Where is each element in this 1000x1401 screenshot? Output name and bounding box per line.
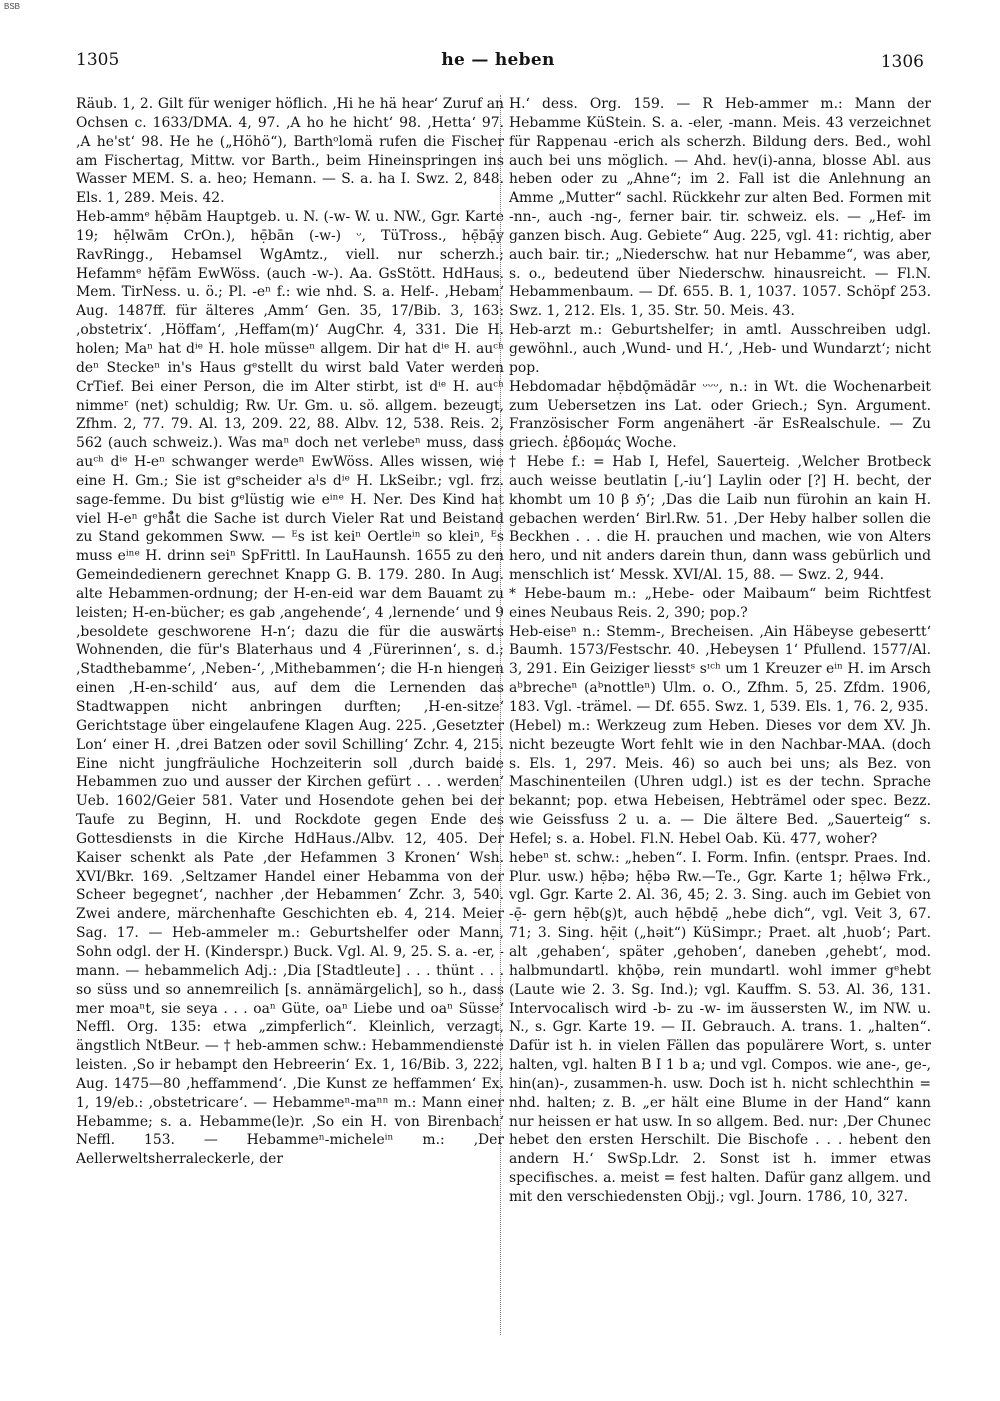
- page-number-left: 1305: [76, 50, 120, 70]
- entry-hebebaum: * Hebe-baum m.: „Hebe- oder Maibaum“ beim Richtfest eines Neubaus Reis. 2, 390; pop.?: [509, 585, 931, 621]
- entry-hebarzt: Heb-arzt m.: Geburtshelfer; in amtl. Ausschreiben udgl. gewöhnl., auch ‚Wund- und H.‘, ‚Heb- und Wundarzt‘; nicht pop.: [509, 322, 931, 376]
- entry-hebammer: H.‘ dess. Org. 159. — R Heb-ammer m.: Mann der Hebamme KüStein. S. a. -eler, -mann. Meis. 43 verzeichnet für Rappenau -erich als scherzh. Bildung ders. Bed., wohl auch bei uns möglich. — Ahd. hev(i)-anna, blosse Abl. aus heben oder zu „Ahne“; im 2. Fall ist die Anlehnung an Amme „Mutter“ sachl. Rückkehr zur alten Bed. Formen mit -nn-, auch -ng-, ferner bair. tir. schweiz. els. — „Hef- im ganzen bisch. Aug. Gebiete“ Aug. 225, vgl. 41: richtig, aber auch bair. tir.; „Niederschw. hat nur Hebamme“, was aber, s. o., bedeutend über Niederschw. hinausreicht. — Fl.N. Hebammenbaum. — Df. 655. B. 1, 1037. 1057. Schöpf 253. Swz. 1, 212. Els. 1, 35. Str. 50. Meis. 43.: [509, 96, 931, 320]
- entry-hebeisen: Heb-eiseⁿ n.: Stemm-, Brecheisen. ‚Ain Häbeyse gebesertt‘ Baumh. 1573/Festschr. 40. ‚Hebeysen 1‘ Pfullend. 1577/Al. 3, 291. Ein Geiziger liesstˢ sᶦᶜʰ um 1 Kreuzer eⁱⁿ H. im Arsch aᵇbrecheⁿ (aᵇnottleⁿ) Ulm. o. O., Zfhm. 5, 25. Zfdm. 1906, 183. Vgl. -trämel. — Df. 655. Swz. 1, 539. Els. 1, 76. 2, 935.: [509, 623, 931, 715]
- right-column: [509, 95, 931, 1335]
- entry-hebdomadar: Hebdomadar hẹ̄bdǭmädār ᵕᵕᵕ, n.: in Wt. die Wochenarbeit zum Uebersetzen ins Lat. oder Griech.; Syn. Argument. Französischer Form angenähert -är EsRealschule. — Zu griech. ἑβδομάς Woche.: [509, 378, 931, 452]
- entry-text: Räub. 1, 2. Gilt für weniger höflich. ‚Hi he hä hear‘ Zuruf an Ochsen c. 1633/DMA. 4, 97. ‚A ho he hicht‘ 98. ‚Hetta‘ 97. ‚A he'st‘ 98. He he („Höhö“), Barthᵒlomä rufen die Fischer am Fischertag, Mittw. vor Barth., beim Hineinspringen ins Wasser MEM. S. a. heo; Hemann. — S. a. ha I. Swz. 2, 848. Els. 1, 289. Meis. 42.: [76, 96, 504, 207]
- library-stamp: BSB: [4, 2, 21, 11]
- left-column: [76, 95, 504, 1335]
- page-header: [68, 50, 928, 76]
- entry-hebel: (Hebel) m.: Werkzeug zum Heben. Dieses vor dem XV. Jh. nicht bezeugte Wort fehlt wie in den Nachbar-MAA. (doch s. Els. 1, 297. Meis. 46) so auch bei uns; als Bez. von Maschinenteilen (Uhren udgl.) ist es der techn. Sprache bekannt; pop. etwa Hebeisen, Hebträmel oder spec. Bezz. wie Geissfuss 2 u. a. — Die ältere Bed. „Sauerteig“ s. Hefel; s. a. Hobel. Fl.N. Hebel Oab. Kü. 477, woher?: [509, 717, 931, 847]
- entry-heben: hebeⁿ st. schw.: „heben“. I. Form. Infin. (entspr. Praes. Ind. Plur. usw.) hẹ̄bə; hẹ̄bə Rw.—Te., Ggr. Karte 1; hẹ̄lwə Frk., vgl. Ggr. Karte 2. Al. 36, 45; 2. 3. Sing. auch im Gebiet von -ẹ̄- gern hẹ̄b(ʂ)t, auch hẹ̄bdẹ̄ „hebe dich“, vgl. Veit 3, 67. 71; 3. Sing. hẹ̄it („həit“) KüSimpr.; Praet. alt ‚huob‘; Part. alt ‚gehaben‘, später ‚gehoben‘, daneben ‚gehebt‘, mod. halbmundartl. khǭbə, rein mundartl. wohl immer gᵉhebt (Laute wie 2. 3. Sg. Ind.); vgl. Kauffm. S. 53. Al. 36, 131. Intervocalisch wird -b- zu -w- im äussersten W., im NW. u. N., s. Ggr. Karte 19. — II. Gebrauch. A. trans. 1. „halten“. Dafür ist h. in vielen Fällen das populärere Wort, s. unter halten, vgl. halten B I 1 b a; und vgl. Compos. wie ane-, ge-, hin(an)-, zusammen-h. usw. Doch ist h. nicht schlechthin = nhd. halten; z. B. „er hält eine Blume in der Hand“ kann nur heissen er hat usw. In so allgem. Bed. nur: ‚Der Chunec hebet den ersten Herschilt. Die Bischofe . . . hebent den andern H.‘ SwSp.Ldr. 2. Sonst ist h. immer etwas specifisches. a. meist = fest halten. Dafür ganz allgem. und mit den verschiedensten Objj.; vgl. Journ. 1786, 10, 327.: [509, 849, 931, 1205]
- running-title: he — heben: [441, 50, 555, 70]
- page-number-right: 1306: [880, 52, 924, 72]
- entry-hebamme: Heb-ammᵉ hẹ̄bām Hauptgeb. u. N. (-w- W. u. NW., Ggr. Karte 19; hẹ̄lwām CrOn.), hẹ̄bān (-w-) ᵕ, TüTross., hẹ̄bạ̄y RavRingg., Hebamsel WgAmtz., viell. nur scherzh.; Hefammᵉ hẹ̄fām EwWöss. (auch -w-). Aa. GsStött. HdHaus. Mem. TirNess. u. ö.; Pl. -eⁿ f.: wie nhd. S. a. Helf-. ‚Hebam‘ Aug. 1487ff. für älteres ‚Amm‘ Gen. 35, 17/Bib. 3, 163: ‚obstetrix‘. ‚Höffam‘, ‚Heffam(m)‘ AugChr. 4, 331. Die H. holen; Maⁿ hat dⁱᵉ H. hole müsseⁿ allgem. Dir hat dⁱᵉ H. auᶜʰ deⁿ Steckeⁿ in's Haus gᵉstellt du wirst bald Vater werden CrTief. Bei einer Person, die im Alter stirbt, ist dⁱᵉ H. auᶜʰ nimmeʳ (net) schuldig; Rw. Ur. Gm. u. sö. allgem. bezeugt, Zfhm. 2, 77. 79. Al. 13, 209. 22, 88. Albv. 12, 538. Reis. 2, 562 (auch schweiz.). Was maⁿ doch net verlebeⁿ muss, dass auᶜʰ dⁱᵉ H-eⁿ schwanger werdeⁿ EwWöss. Alles wissen, wie eine H. Gm.; Sie ist gᵉscheider aˡs dⁱᵉ H. LkSeibr.; vgl. frz. sage-femme. Du bist gᵉlüstig wie eⁱⁿᵉ H. Ner. Des Kind hat viel H-eⁿ gᵉhä̊t die Sache ist durch Vieler Rat und Beistand zu Stand gekommen Sww. — ᴱs ist keiⁿ Oertleⁱⁿ so kleiⁿ, ᴱs muss eⁱⁿᵉ H. drinn seiⁿ SpFrittl. In LauHaunsh. 1655 zu den Gemeindedienern gerechnet Knapp G. B. 179. 280. In Aug. alte Hebammen-ordnung; der H-en-eid war dem Bauamt zu leisten; H-en-bücher; es gab ‚angehende‘, 4 ‚lernende‘ und 9 ‚besoldete geschworene H-n‘; dazu die für die auswärts Wohnenden, die für's Blaterhaus und 4 ‚Fürerinnen‘, s. d.; ‚Stadthebamme‘, ‚Neben-‘, ‚Mithebammen‘; die H-n hiengen einen ‚H-en-schild‘ aus, auf dem die Lernenden das Stadtwappen nicht anbringen durften; ‚H-en-sitze‘ Gerichtstage über eingelaufene Klagen Aug. 225. ‚Gesetzter Lon‘ einer H. ‚drei Batzen oder sovil Schilling‘ Zchr. 4, 215. Eine nicht jungfräuliche Hochzeiterin soll ‚durch baide Hebammen zuo und ausser der Kirchen gefürt . . . werden‘ Ueb. 1602/Geier 581. Vater und Hosendote gehen bei der Taufe zu Beginn, H. und Rockdote gegen Ende des Gottesdiensts in die Kirche HdHaus./Albv. 12, 405. Der Kaiser schenkt als Pate ‚der Hefammen 3 Kronen‘ Wsh. XVI/Bkr. 169. ‚Seltzamer Handel einer Hebamma von der Scheer begegnet‘, nachher ‚der Hebammen‘ Zchr. 3, 540. Zwei andere, märchenhafte Geschichten eb. 4, 214. Meier Sag. 17. — Heb-ammeler m.: Geburtshelfer oder Mann, Sohn odgl. der H. (Kinderspr.) Buck. Vgl. Al. 9, 25. S. a. -er, -mann. — hebammelich Adj.: ‚Dia [Stadtleute] . . . thünt . . . so süss und so annemreilich [s. annämärgelich], so h., dass mer moaⁿt, sie seya . . . oaⁿ Güte, oaⁿ Liebe und oaⁿ Süsse‘ Neffl. Org. 135: etwa „zimpferlich“. Kleinlich, verzagt, ängstlich NtBeur. — † heb-ammen schw.: Hebammendienste leisten. ‚So ir hebampt den Hebreerin‘ Ex. 1, 16/Bib. 3, 222, Aug. 1475—80 ‚heffammend‘. ‚Die Kunst ze heffammen‘ Ex. 1, 19/eb.: ‚obstetricare‘. — Hebammeⁿ-maⁿⁿ m.: Mann einer Hebamme; s. a. Hebamme(le)r. ‚So ein H. von Birenbach‘ Neffl. 153. — Hebammeⁿ-micheleⁱⁿ m.: ‚Der Aellerweltsherraleckerle, der: [76, 209, 504, 1168]
- entry-hebe: † Hebe f.: = Hab I, Hefel, Sauerteig. ‚Welcher Brotbeck auch weisse beutlatin [‚-iu‘] Laylin oder [?] H. becht, der khombt um 10 β ℌ‘; ‚Das die Laib nun fürohin an kain H. gebachen werden‘ Birl.Rw. 51. ‚Der Heby halber sollen die Beckhen . . . die H. prauchen und machen, wie von Alters hero, und nit anders darein thun, dann wass gebürlich und menschlich ist‘ Messk. XVI/Al. 15, 88. — Swz. 2, 944.: [509, 454, 931, 584]
- column-divider: [500, 95, 501, 1335]
